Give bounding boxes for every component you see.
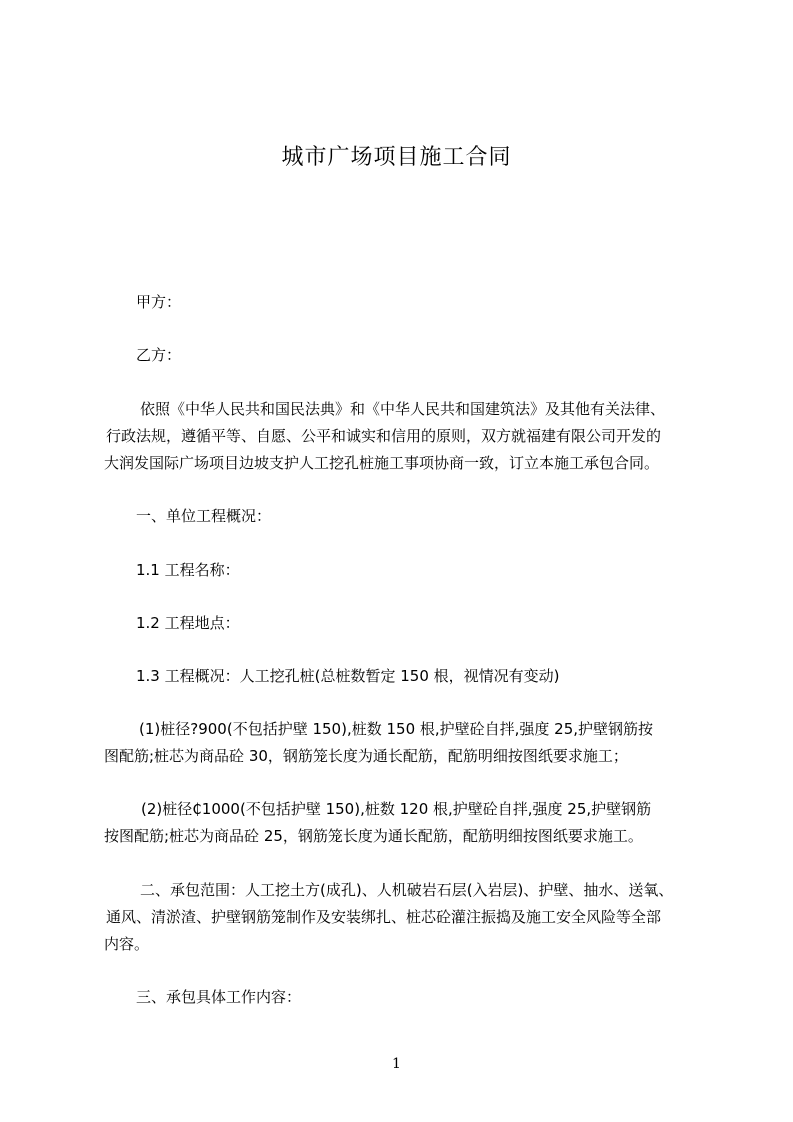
intro-line: 依照《中华人民共和国民法典》和《中华人民共和国建筑法》及其他有关法律、	[140, 400, 666, 418]
party-a-label: 甲方：	[136, 293, 182, 311]
section-2-line: 二、承包范围：人工挖土方(成孔)、人机破岩石层(入岩层)、护壁、抽水、送氧、	[140, 881, 674, 899]
intro-line: 大润发国际广场项目边坡支护人工挖孔桩施工事项协商一致，订立本施工承包合同。	[104, 454, 660, 472]
section-1-item-overview: 1.3 工程概况：人工挖孔桩(总桩数暂定 150 根，视情况有变动)	[136, 667, 560, 685]
section-3-heading: 三、承包具体工作内容：	[136, 988, 302, 1006]
page-number: 1	[392, 1056, 401, 1072]
pile-spec-line: 按图配筋;桩芯为商品砼 25，钢筋笼长度为通长配筋，配筋明细按图纸要求施工。	[104, 827, 643, 845]
section-1-item-location: 1.2 工程地点：	[136, 614, 240, 632]
pile-spec-line: (2)桩径₵1000(不包括护壁 150),桩数 120 根,护壁砼自拌,强度 25,护壁钢筋	[141, 800, 652, 818]
intro-line: 行政法规，遵循平等、自愿、公平和诚实和信用的原则，双方就福建有限公司开发的	[106, 427, 662, 445]
party-b-label: 乙方：	[136, 346, 182, 364]
section-1-item-name: 1.1 工程名称：	[136, 561, 240, 579]
section-2-line: 内容。	[104, 935, 150, 953]
document-title: 城市广场项目施工合同	[281, 145, 512, 170]
pile-spec-line: 图配筋;桩芯为商品砼 30，钢筋笼长度为通长配筋，配筋明细按图纸要求施工；	[104, 747, 628, 765]
section-2-line: 通风、清淤渣、护壁钢筋笼制作及安装绑扎、桩芯砼灌注振捣及施工安全风险等全部	[106, 908, 662, 926]
pile-spec-line: (1)桩径?900(不包括护壁 150),桩数 150 根,护壁砼自拌,强度 25,护壁钢筋按	[139, 720, 654, 738]
section-1-heading: 一、单位工程概况：	[136, 507, 272, 525]
